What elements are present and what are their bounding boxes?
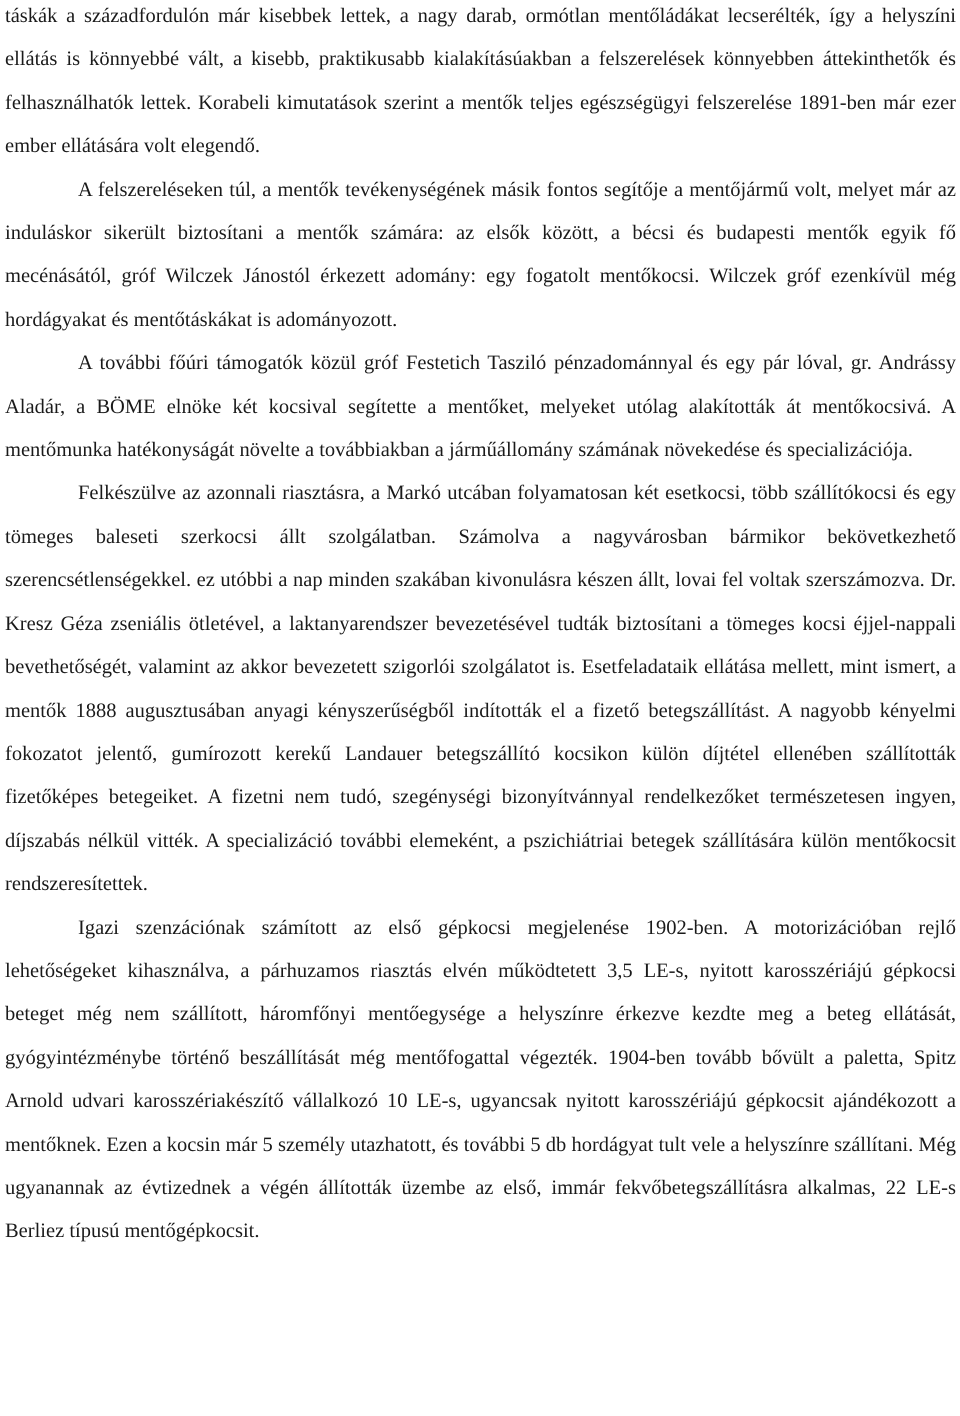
paragraph-2: A felszereléseken túl, a mentők tevékenységének másik fontos segítője a mentőjármű volt, melyet már az induláskor sikerült biztosítani a mentők számára: az elsők között, a bécsi és budapesti mentők egyik fő mecénásától, gróf Wilczek Jánostól érkezett adomány: egy fogatolt mentőkocsi. Wilczek gróf ezenkívül még hordágyakat és mentőtáskákat is adományozott. bbox=[5, 178, 956, 331]
paragraph-4: Felkészülve az azonnali riasztásra, a Markó utcában folyamatosan két esetkocsi, több szállítókocsi és egy tömeges baleseti szerkocsi állt szolgálatban. Számolva a nagyvárosban bármikor bekövetkezhető szerencsétlenségekkel. ez utóbbi a nap minden szakában kivonulásra készen állt, lovai fel voltak szerszámozva. Dr. Kresz Géza zseniális ötletével, a laktanyarendszer bevezetésével tudták biztosítani a tömeges kocsi éjjel-nappali bevethetőségét, valamint az akkor bevezetett szigorlói szolgálatot is. Esetfeladataik ellátása mellett, mint ismert, a mentők 1888 augusztusában anyagi kényszerűségből indították el a fizető betegszállítást. A nagyobb kényelmi fokozatot jelentő, gumírozott kerekű Landauer betegszállító kocsikon külön díjtétel ellenében szállították fizetőképes betegeiket. A fizetni nem tudó, szegénységi bizonyítvánnyal rendelkezőket természetesen ingyen, díjszabás nélkül vitték. A specializáció további elemeként, a pszichiátriai betegek szállítására külön mentőkocsit rendszeresítettek. bbox=[5, 482, 956, 896]
paragraph-3: A további főúri támogatók közül gróf Festetich Tasziló pénzadománnyal és egy pár lóval, gr. Andrássy Aladár, a BÖME elnöke két kocsival segítette a mentőket, melyeket utólag alakították át mentőkocsivá. A mentőmunka hatékonyságát növelte a továbbiakban a járműállomány számának növekedése és specializációja. bbox=[5, 352, 956, 462]
paragraph-5: Igazi szenzációnak számított az első gépkocsi megjelenése 1902-ben. A motorizációban rejlő lehetőségeket kihasználva, a párhuzamos riasztás elvén működtetett 3,5 LE-s, nyitott karosszériájú gépkocsi beteget még nem szállított, háromfőnyi mentőegysége a helyszínre érkezve kezdte meg a beteg ellátását, gyógyintézménybe történő beszállítását még mentőfogattal végezték. 1904-ben tovább bővült a paletta, Spitz Arnold udvari karosszériakészítő vállalkozó 10 LE-s, ugyancsak nyitott karosszériájú gépkocsit ajándékozott a mentőknek. Ezen a kocsin már 5 személy utazhatott, és további 5 db hordágyat tult vele a helyszínre szállítani. Még ugyanannak az évtizednek a végén állították üzembe az első, immár fekvőbetegszállításra alkalmas, 22 LE-s Berliez típusú mentőgépkocsit. bbox=[5, 916, 956, 1243]
paragraph-1: táskák a századfordulón már kisebbek lettek, a nagy darab, ormótlan mentőládákat lecserélték, így a helyszíni ellátás is könnyebbé vált, a kisebb, praktikusabb kialakításúakban a felszerelések könnyebben áttekinthetők és felhasználhatók lettek. Korabeli kimutatások szerint a mentők teljes egészségügyi felszerelése 1891-ben már ezer ember ellátására volt elegendő. bbox=[5, 5, 956, 158]
